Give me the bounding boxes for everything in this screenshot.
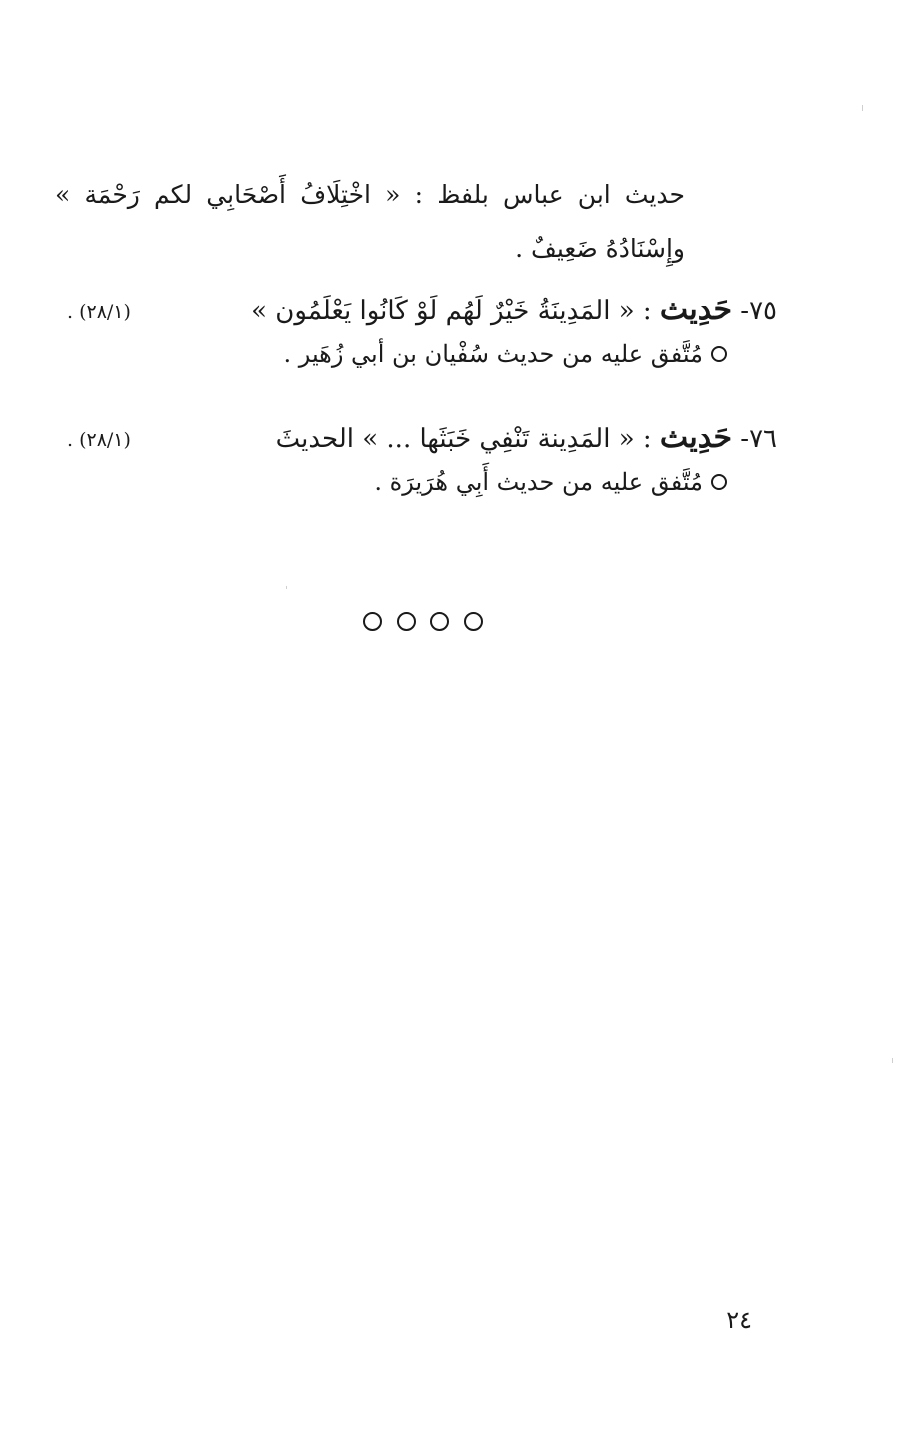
entry-main-line	[67, 416, 777, 460]
hadith-entry-75	[67, 288, 777, 376]
entry-quote: : « المَدِينة تَنْفِي خَبَثَها ... » الحديثَ	[275, 424, 652, 454]
note-text: مُتَّفق عليه من حديث أَبِي هُرَيرَة .	[374, 468, 703, 496]
hadith-entry-76	[67, 416, 777, 504]
circle-bullet-icon	[711, 346, 727, 362]
circle-ornament-icon	[397, 612, 416, 631]
volume-page-reference: (٢٨/١) .	[67, 301, 131, 323]
continuation-paragraph: حديث ابن عباس بلفظ : « اخْتِلَافُ أَصْحَابِي لكم رَحْمَة » وإِسْنَادُهُ ضَعِيفٌ .	[55, 180, 685, 263]
volume-page-reference: (٢٨/١) .	[67, 429, 131, 451]
note-text: مُتَّفق عليه من حديث سُفْيان بن أبي زُهَير .	[283, 340, 703, 368]
entry-quote: : « المَدِينَةُ خَيْرٌ لَهُم لَوْ كَانُوا يَعْلَمُون »	[251, 296, 652, 326]
entry-number: ٧٥-	[740, 296, 777, 326]
entry-keyword: حَدِيث	[659, 420, 732, 455]
entry-number: ٧٦-	[740, 424, 777, 454]
page-number: ٢٤	[726, 1306, 752, 1334]
circle-ornament-icon	[430, 612, 449, 631]
entry-note	[67, 460, 727, 504]
entry-text	[276, 416, 777, 461]
entry-main-line	[67, 288, 777, 332]
entry-keyword: حَدِيث	[659, 292, 732, 327]
scan-mark	[862, 105, 863, 111]
circle-ornament-icon	[363, 612, 382, 631]
scan-mark	[892, 1058, 893, 1063]
section-separator	[363, 612, 483, 632]
entry-note	[67, 332, 727, 376]
circle-ornament-icon	[464, 612, 483, 631]
circle-bullet-icon	[711, 474, 727, 490]
entry-text	[251, 288, 777, 333]
scan-mark	[286, 586, 287, 589]
